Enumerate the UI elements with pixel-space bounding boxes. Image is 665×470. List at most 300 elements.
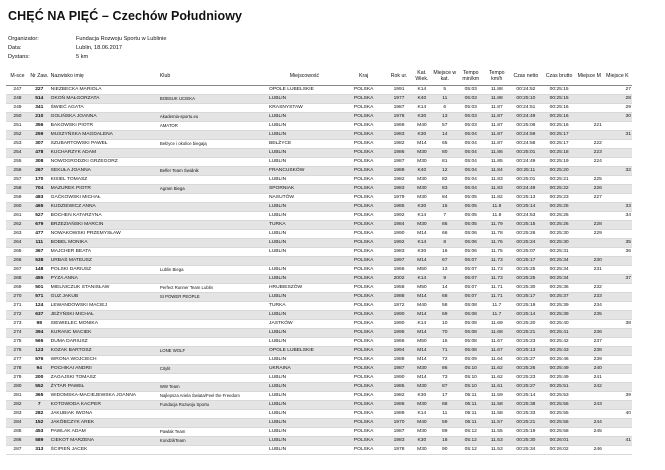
column-header-age-category: Kat. Wiek. — [412, 67, 433, 86]
cell-pace: 05:05 — [464, 204, 477, 209]
cell-age-category: M30 — [417, 402, 427, 407]
cell-place: 285 — [13, 429, 22, 434]
cell-net-time: 00:24:58 — [516, 141, 536, 146]
cell-place-male: 246 — [593, 447, 602, 452]
cell-speed: 11.87 — [490, 132, 503, 137]
cell-speed: 11.83 — [490, 177, 503, 182]
cell-net-time: 00:25:30 — [516, 285, 536, 290]
cell-category-place: 81 — [442, 159, 448, 164]
table-row — [6, 203, 632, 212]
table-row — [6, 257, 632, 266]
cell-pace: 05:07 — [464, 294, 477, 299]
cell-name: JEŻYŃSKI MICHAŁ — [50, 312, 94, 317]
cell-bib: 538 — [35, 258, 44, 263]
cell-category-place: 6 — [443, 105, 447, 110]
table-row — [6, 446, 632, 455]
cell-place-male: 230 — [593, 258, 602, 263]
meta-value: 5 km — [76, 54, 89, 60]
cell-birth-year: 1983 — [393, 249, 405, 254]
cell-category-place: 87 — [442, 384, 448, 389]
cell-club — [159, 275, 268, 284]
table-row — [6, 437, 632, 446]
cell-net-time: 00:25:34 — [516, 447, 536, 452]
cell-country: POLSKA — [353, 330, 374, 335]
distance-row — [8, 53, 166, 62]
cell-place-male — [576, 86, 603, 95]
cell-speed: 11.8 — [492, 213, 502, 218]
cell-net-time: 00:25:17 — [516, 294, 536, 299]
cell-name: SIEWIELEC MONIKA — [50, 321, 98, 326]
cell-net-time: 00:25:14 — [516, 312, 536, 317]
cell-club: SI POWER PEOPLE — [159, 294, 200, 299]
cell-city: LUBLIN — [269, 267, 287, 272]
cell-pace: 05:05 — [464, 213, 477, 218]
cell-place-female — [603, 401, 632, 410]
cell-pace: 05:07 — [464, 267, 477, 272]
cell-birth-year: 1987 — [393, 105, 405, 110]
cell-place-male: 236 — [593, 330, 602, 335]
cell-pace: 05:10 — [464, 366, 477, 371]
cell-pace: 05:08 — [464, 339, 477, 344]
cell-place-female — [603, 149, 632, 158]
cell-category-place: 14 — [442, 132, 448, 137]
cell-pace: 05:07 — [464, 285, 477, 290]
cell-city: LUBLIN — [269, 96, 287, 101]
cell-club: Belfer Team Świdnik — [159, 168, 199, 173]
cell-place-male — [576, 131, 603, 140]
cell-place-male: 245 — [593, 429, 602, 434]
cell-country: POLSKA — [353, 276, 374, 281]
cell-name: POLSKI DARIUSZ — [50, 267, 92, 272]
meta-label: Dystans: — [8, 54, 30, 60]
cell-category-place: 69 — [442, 312, 448, 317]
cell-place-male — [576, 392, 603, 401]
column-header-city: Miejscowość — [268, 67, 341, 86]
cell-category-place: 83 — [442, 186, 448, 191]
cell-city: LUBLIN — [269, 294, 287, 299]
cell-city: LUBLIN — [269, 447, 287, 452]
cell-speed: 11.88 — [490, 96, 503, 101]
table-row — [6, 320, 632, 329]
cell-bib: 170 — [35, 177, 44, 182]
cell-birth-year: 1986 — [393, 402, 405, 407]
cell-place: 267 — [13, 267, 22, 272]
table-row — [6, 383, 632, 392]
cell-bib: 501 — [35, 285, 44, 290]
cell-category-place: 15 — [442, 339, 448, 344]
cell-place: 281 — [13, 393, 22, 398]
cell-place-male — [576, 104, 603, 113]
cell-country: POLSKA — [353, 159, 374, 164]
cell-city: LUBLIN — [269, 357, 287, 362]
cell-place: 256 — [13, 168, 22, 173]
organizer-row — [8, 35, 166, 44]
cell-country: POLSKA — [353, 420, 374, 425]
cell-country: POLSKA — [353, 258, 374, 263]
table-row — [6, 158, 632, 167]
table-row — [6, 266, 632, 275]
cell-city: TURKA — [269, 303, 286, 308]
cell-place-female — [603, 365, 632, 374]
cell-place-female: 33 — [625, 204, 631, 209]
column-header-country: Kraj — [341, 67, 387, 86]
cell-pace: 05:06 — [464, 249, 477, 254]
cell-place: 263 — [13, 231, 22, 236]
cell-country: POLSKA — [353, 384, 374, 389]
cell-speed: 11.7 — [492, 312, 502, 317]
cell-place-male — [576, 212, 603, 221]
cell-bib: 210 — [35, 114, 44, 119]
cell-birth-year: 1987 — [393, 429, 405, 434]
cell-name: BRZEZIAŃSKI MARCIN — [50, 222, 104, 227]
cell-age-category: M30 — [417, 384, 427, 389]
table-row — [6, 248, 632, 257]
meta-value: Lublin, 18.06.2017 — [76, 45, 123, 51]
cell-age-category: M14 — [417, 294, 427, 299]
cell-bib: 571 — [35, 294, 44, 299]
cell-pace: 05:08 — [464, 303, 477, 308]
cell-pace: 05:04 — [464, 141, 477, 146]
table-row — [6, 284, 632, 293]
cell-net-time: 00:25:06 — [516, 123, 536, 128]
table-row — [6, 311, 632, 320]
cell-age-category: K30 — [417, 393, 427, 398]
cell-bib: 465 — [35, 204, 44, 209]
cell-category-place: 71 — [442, 348, 448, 353]
cell-country: POLSKA — [353, 411, 374, 416]
cell-speed: 11.62 — [490, 366, 503, 371]
cell-place-male: 239 — [593, 357, 602, 362]
cell-category-place: 72 — [442, 357, 448, 362]
cell-net-time: 00:25:20 — [516, 321, 536, 326]
cell-place: 276 — [13, 348, 22, 353]
cell-net-time: 00:24:52 — [516, 87, 536, 92]
cell-place-female — [603, 383, 632, 392]
cell-place-male — [576, 248, 603, 257]
cell-club: Pawlak Team — [159, 429, 186, 434]
cell-net-time: 00:24:49 — [516, 114, 536, 119]
cell-club — [159, 320, 268, 329]
cell-name: JAKUBIAK IWONA — [50, 411, 93, 416]
cell-name: CIEKOT MARZENA — [50, 438, 95, 443]
cell-speed: 11.78 — [490, 231, 503, 236]
cell-place-male: 223 — [593, 150, 602, 155]
cell-birth-year: 1983 — [393, 132, 405, 137]
cell-pace: 05:03 — [464, 105, 477, 110]
cell-net-time: 00:25:23 — [516, 339, 536, 344]
column-header-place: M-sce — [6, 67, 29, 86]
cell-place: 271 — [13, 303, 22, 308]
cell-city: LUBLIN — [269, 375, 287, 380]
cell-speed: 11.67 — [490, 339, 503, 344]
cell-place-male — [576, 203, 603, 212]
cell-category-place: 82 — [442, 177, 448, 182]
cell-pace: 05:05 — [464, 222, 477, 227]
cell-club — [159, 338, 268, 347]
cell-club: Bełżyce i okolice biegają — [159, 141, 207, 146]
cell-place-male: 229 — [593, 231, 602, 236]
table-row — [6, 410, 632, 419]
cell-speed: 11.75 — [490, 249, 503, 254]
cell-speed: 11.73 — [490, 267, 503, 272]
cell-club — [159, 248, 268, 257]
cell-name: KURANC MACIEK — [50, 330, 92, 335]
cell-place-male: 228 — [593, 222, 602, 227]
cell-city: LUBLIN — [269, 393, 287, 398]
cell-category-place: 70 — [442, 330, 448, 335]
cell-place-male: 240 — [593, 366, 602, 371]
cell-age-category: K30 — [417, 204, 427, 209]
cell-birth-year: 1990 — [393, 312, 405, 317]
cell-age-category: K30 — [417, 132, 427, 137]
cell-club — [159, 257, 268, 266]
cell-pace: 05:09 — [464, 357, 477, 362]
cell-place: 264 — [13, 240, 22, 245]
cell-name: WRONA WOJCIECH — [50, 357, 97, 362]
cell-club — [159, 311, 268, 320]
cell-net-time: 00:25:14 — [516, 393, 536, 398]
cell-place-male — [576, 320, 603, 329]
cell-club: Lublin Biega — [159, 267, 184, 272]
cell-place-female: 40 — [625, 411, 631, 416]
cell-net-time: 00:25:38 — [516, 402, 536, 407]
cell-age-category: K14 — [417, 411, 427, 416]
cell-name: NOWOGRODZKI GRZEGORZ — [50, 159, 118, 164]
cell-place-male: 234 — [593, 303, 602, 308]
cell-place-female: 27 — [625, 87, 631, 92]
cell-place: 282 — [13, 402, 22, 407]
cell-net-time: 00:25:19 — [516, 303, 536, 308]
cell-bib: 704 — [35, 186, 44, 191]
cell-city: LUBLIN — [269, 339, 287, 344]
cell-city: LUBLIN — [269, 420, 287, 425]
cell-club — [159, 374, 268, 383]
cell-club — [159, 446, 268, 455]
cell-birth-year: 1958 — [393, 285, 405, 290]
cell-category-place: 17 — [442, 393, 448, 398]
cell-country: POLSKA — [353, 393, 374, 398]
cell-category-place: 15 — [442, 204, 448, 209]
cell-club: WW Team — [159, 384, 180, 389]
cell-gross-time: 00:25:56 — [549, 420, 569, 425]
cell-speed: 11.55 — [490, 429, 503, 434]
table-row — [6, 149, 632, 158]
cell-club — [159, 230, 268, 239]
cell-place-female: 38 — [625, 321, 631, 326]
cell-gross-time: 00:25:15 — [549, 87, 569, 92]
column-header-birth-year: Rok ur. — [387, 67, 412, 86]
cell-country: POLSKA — [353, 447, 374, 452]
cell-gross-time: 00:25:34 — [549, 276, 569, 281]
cell-age-category: M50 — [417, 339, 427, 344]
cell-bib: 227 — [35, 87, 44, 92]
cell-category-place: 59 — [442, 420, 448, 425]
cell-club: KondzikTeam — [159, 438, 186, 443]
cell-category-place: 80 — [442, 150, 448, 155]
cell-bib: 478 — [35, 150, 44, 155]
column-header-place-male: Miejsce M — [576, 67, 603, 86]
cell-birth-year: 1972 — [393, 303, 405, 308]
cell-category-place: 13 — [442, 114, 448, 119]
cell-pace: 05:11 — [464, 420, 477, 425]
cell-pace: 05:08 — [464, 348, 477, 353]
cell-gross-time: 00:25:39 — [549, 312, 569, 317]
cell-place-female — [603, 176, 632, 185]
cell-category-place: 57 — [442, 123, 448, 128]
cell-name: OKOŃ MAŁGORZATA — [50, 96, 100, 101]
cell-birth-year: 1966 — [393, 267, 405, 272]
cell-place: 254 — [13, 150, 22, 155]
cell-gross-time: 00:25:42 — [549, 339, 569, 344]
table-row — [6, 356, 632, 365]
cell-place-male: 243 — [593, 402, 602, 407]
cell-place: 266 — [13, 258, 22, 263]
cell-speed: 11.67 — [490, 348, 503, 353]
cell-club — [159, 419, 268, 428]
cell-category-place: 66 — [442, 231, 448, 236]
cell-pace: 05:04 — [464, 150, 477, 155]
cell-gross-time: 00:25:25 — [549, 204, 569, 209]
cell-city: KRASNYSTAW — [269, 105, 303, 110]
cell-country: POLSKA — [353, 150, 374, 155]
column-header-category-place: Miejsce w kat. — [432, 67, 457, 86]
results-table — [6, 67, 632, 455]
table-row — [6, 275, 632, 284]
cell-place-male: 222 — [593, 141, 602, 146]
cell-place-male: 244 — [593, 420, 602, 425]
table-row — [6, 104, 632, 113]
cell-net-time: 00:25:30 — [516, 438, 536, 443]
cell-city: LUBLIN — [269, 213, 287, 218]
column-header-speed: Tempo km/h — [484, 67, 509, 86]
cell-name: BOBEL MONIKA — [50, 240, 88, 245]
cell-gross-time: 00:25:43 — [549, 348, 569, 353]
cell-bib: 565 — [35, 339, 44, 344]
cell-place-male — [576, 275, 603, 284]
cell-gross-time: 00:25:31 — [549, 249, 569, 254]
cell-net-time: 00:25:33 — [516, 411, 536, 416]
cell-country: POLSKA — [353, 339, 374, 344]
cell-place-male — [576, 95, 603, 104]
cell-age-category: M30 — [417, 195, 427, 200]
cell-place: 252 — [13, 132, 22, 137]
cell-net-time: 00:25:26 — [516, 366, 536, 371]
cell-age-category: K14 — [417, 87, 427, 92]
cell-club — [159, 194, 268, 203]
cell-place: 255 — [13, 159, 22, 164]
table-row — [6, 293, 632, 302]
table-row — [6, 95, 632, 104]
cell-gross-time: 00:25:16 — [549, 114, 569, 119]
cell-country: POLSKA — [353, 429, 374, 434]
cell-club: AMATOR — [159, 123, 178, 128]
cell-place-female — [603, 356, 632, 365]
cell-bib: 637 — [35, 312, 44, 317]
cell-bib: 367 — [35, 249, 44, 254]
cell-place-male: 237 — [593, 339, 602, 344]
cell-country: POLSKA — [353, 267, 374, 272]
cell-place-female — [603, 185, 632, 194]
table-row — [6, 221, 632, 230]
cell-bib: 94 — [36, 366, 42, 371]
cell-place-female — [603, 428, 632, 437]
cell-place: 257 — [13, 177, 22, 182]
cell-gross-time: 00:25:41 — [549, 330, 569, 335]
cell-place-female — [603, 257, 632, 266]
cell-speed: 11.53 — [490, 438, 503, 443]
cell-gross-time: 00:25:55 — [549, 411, 569, 416]
cell-country: POLSKA — [353, 87, 374, 92]
cell-city: NASUTÓW — [269, 195, 295, 200]
cell-birth-year: 1969 — [393, 123, 405, 128]
cell-pace: 05:08 — [464, 321, 477, 326]
cell-city: TURKA — [269, 222, 286, 227]
cell-country: POLSKA — [353, 312, 374, 317]
cell-pace: 05:12 — [464, 438, 477, 443]
cell-age-category: M14 — [417, 312, 427, 317]
cell-birth-year: 1989 — [393, 411, 405, 416]
cell-category-place: 13 — [442, 267, 448, 272]
meta-label: Data: — [8, 45, 22, 51]
cell-gross-time: 00:25:49 — [549, 375, 569, 380]
cell-age-category: M14 — [417, 258, 427, 263]
cell-speed: 11.88 — [490, 87, 503, 92]
cell-country: POLSKA — [353, 285, 374, 290]
cell-country: POLSKA — [353, 348, 374, 353]
cell-speed: 11.61 — [490, 384, 503, 389]
cell-age-category: K14 — [417, 321, 427, 326]
cell-bib: 589 — [35, 438, 44, 443]
cell-gross-time: 00:25:17 — [549, 132, 569, 137]
cell-bib: 514 — [35, 96, 44, 101]
cell-place-male: 231 — [593, 267, 602, 272]
cell-place: 250 — [13, 114, 22, 119]
cell-club: Fundacja Rozwoju Sportu — [159, 402, 210, 407]
cell-country: POLSKA — [353, 186, 374, 191]
cell-pace: 05:10 — [464, 375, 477, 380]
cell-club — [159, 329, 268, 338]
cell-birth-year: 1988 — [393, 357, 405, 362]
cell-gross-time: 00:25:51 — [549, 384, 569, 389]
cell-net-time: 00:25:01 — [516, 150, 536, 155]
cell-bib: 148 — [35, 267, 44, 272]
cell-gross-time: 00:25:36 — [549, 285, 569, 290]
cell-city: LUBLIN — [269, 177, 287, 182]
cell-gross-time: 00:25:53 — [549, 393, 569, 398]
cell-place-male: 235 — [593, 312, 602, 317]
cell-net-time: 00:25:13 — [516, 348, 536, 353]
cell-country: POLSKA — [353, 438, 374, 443]
cell-bib: 282 — [35, 411, 44, 416]
cell-speed: 11.73 — [490, 276, 503, 281]
cell-speed: 11.76 — [490, 240, 503, 245]
cell-place-female: 31 — [625, 132, 631, 137]
cell-city: BEŁŻYCE — [269, 141, 292, 146]
cell-bib: 313 — [35, 447, 44, 452]
cell-name: ŚWIEĆ AGATA — [50, 105, 84, 110]
cell-birth-year: 1978 — [393, 114, 405, 119]
cell-gross-time: 00:25:30 — [549, 231, 569, 236]
cell-bib: 98 — [36, 321, 42, 326]
cell-birth-year: 1982 — [393, 141, 405, 146]
cell-speed: 11.58 — [490, 402, 503, 407]
cell-gross-time: 00:26:02 — [549, 447, 569, 452]
cell-speed: 11.79 — [490, 222, 503, 227]
cell-birth-year: 1990 — [393, 375, 405, 380]
cell-birth-year: 1986 — [393, 150, 405, 155]
cell-bib: 477 — [35, 231, 44, 236]
cell-age-category: M14 — [417, 330, 427, 335]
